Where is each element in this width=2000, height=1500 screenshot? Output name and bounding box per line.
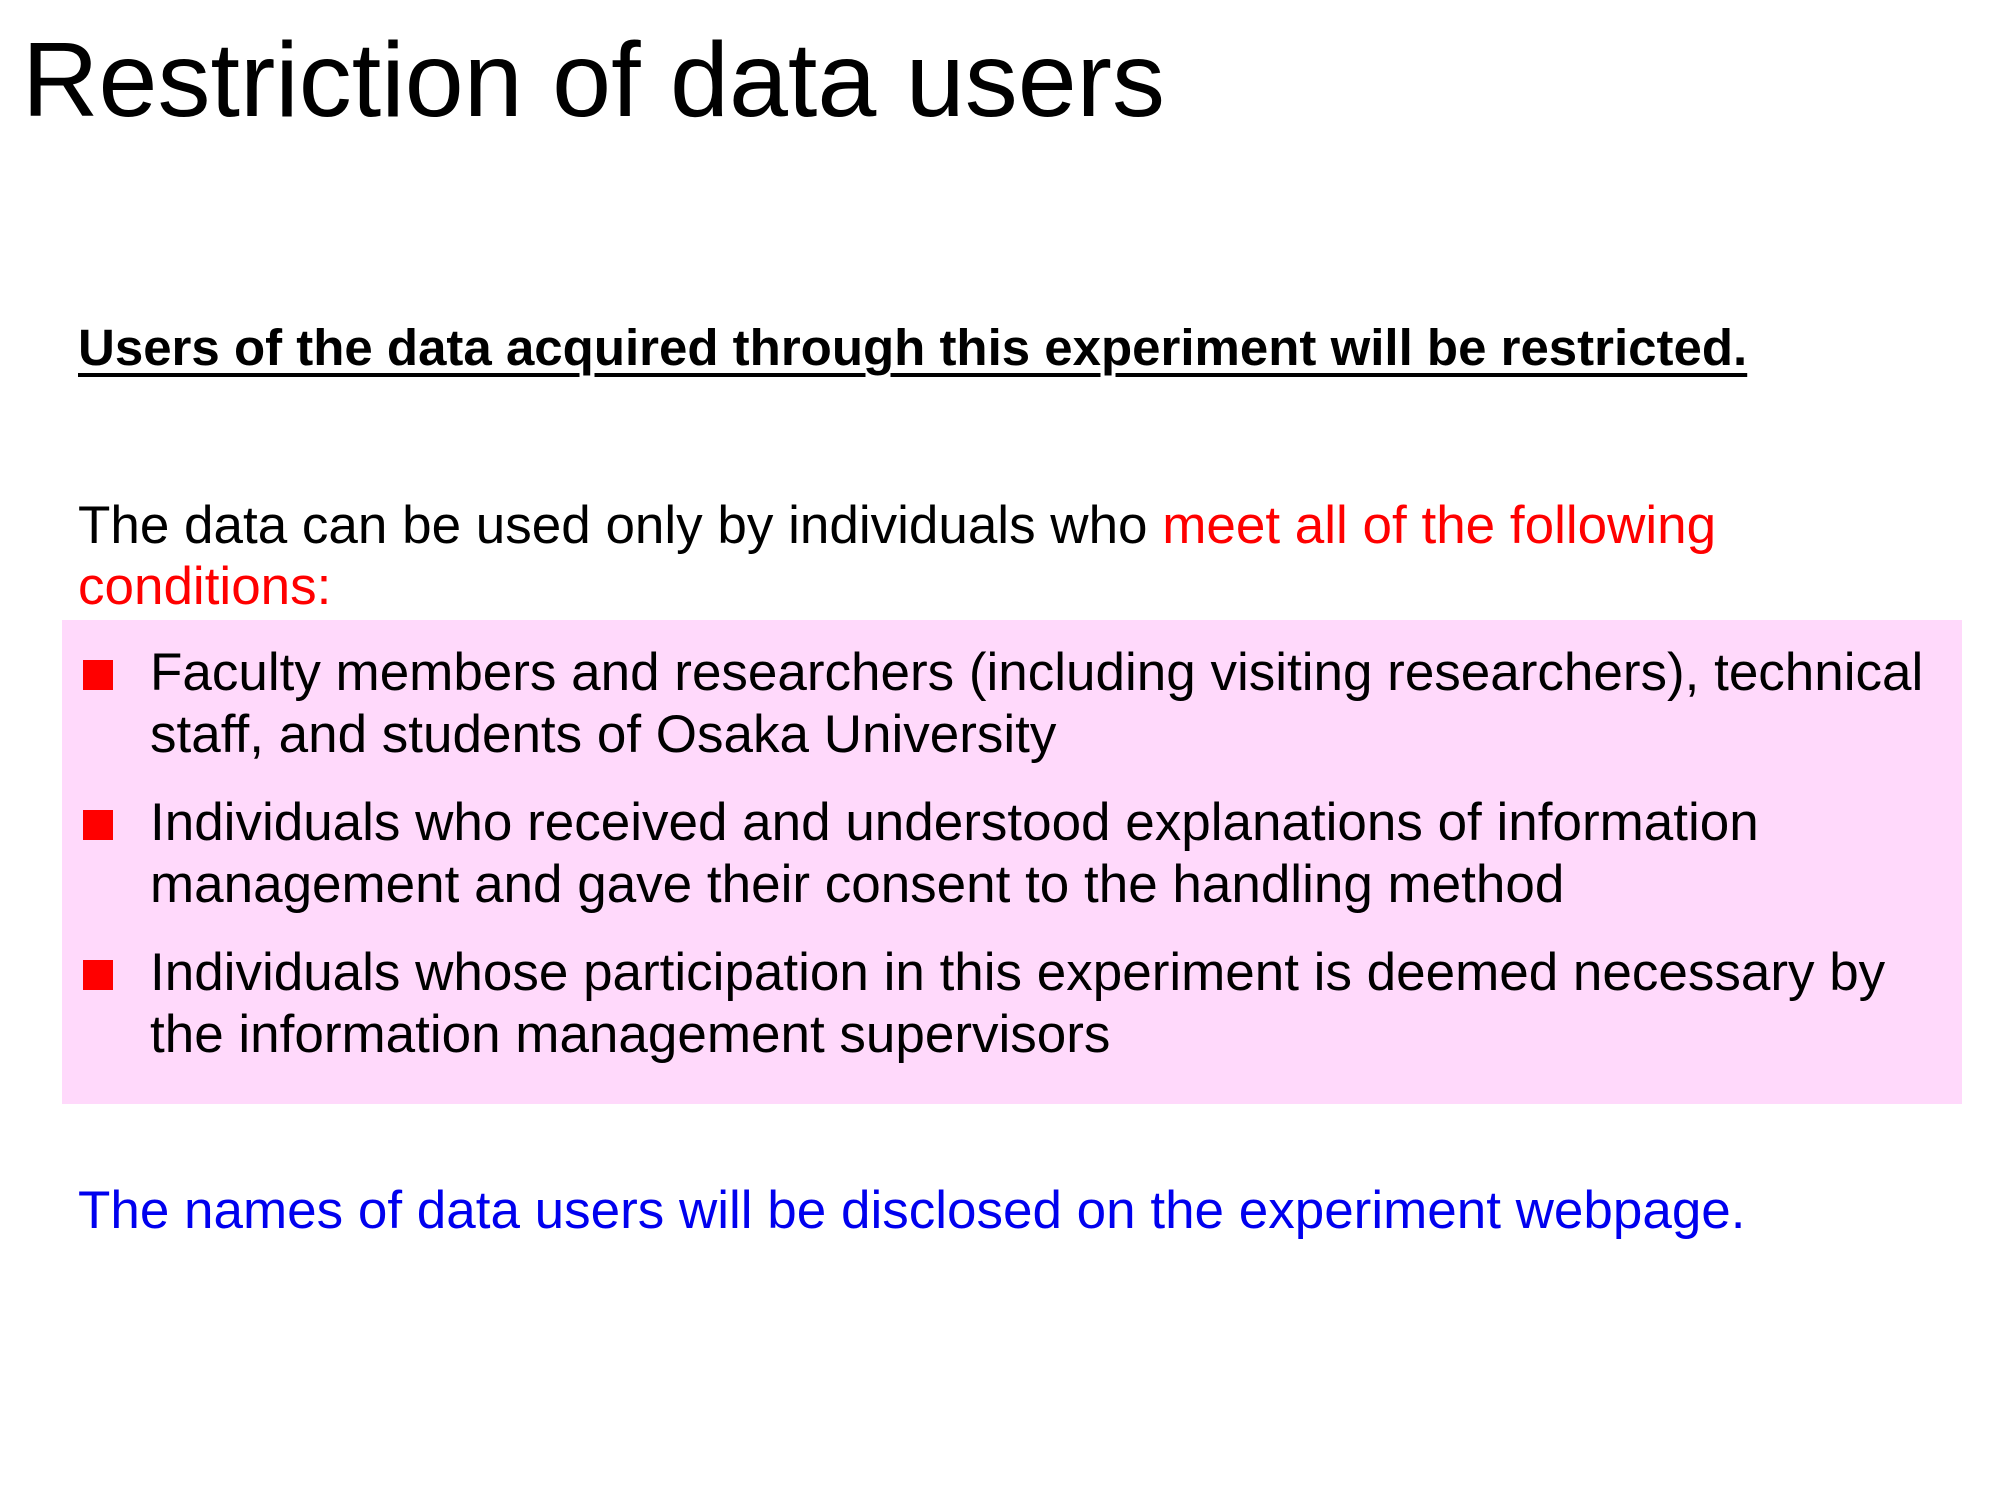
disclosure-note: The names of data users will be disclosed on the experiment webpage.	[78, 1181, 1746, 1240]
square-bullet-icon	[83, 660, 113, 690]
condition-item	[83, 942, 1950, 1066]
conditions-intro-text: The data can be used only by individuals who	[78, 496, 1163, 555]
conditions-panel	[62, 620, 1962, 1104]
condition-item	[83, 642, 1950, 766]
condition-item	[83, 792, 1950, 916]
condition-text: Individuals whose participation in this experiment is deemed necessary by the information management supervisors	[150, 943, 1886, 1064]
condition-text: Faculty members and researchers (including visiting researchers), technical staff, and students of Osaka University	[150, 643, 1924, 764]
square-bullet-icon	[83, 810, 113, 840]
conditions-list	[62, 642, 1962, 1092]
condition-text: Individuals who received and understood explanations of information management and gave their consent to the handling method	[150, 793, 1759, 914]
conditions-intro-highlight: meet all of the following conditions:	[78, 496, 1717, 616]
conditions-intro	[78, 495, 1938, 617]
restriction-statement: Users of the data acquired through this experiment will be restricted.	[78, 319, 1748, 376]
square-bullet-icon	[83, 960, 113, 990]
slide-title: Restriction of data users	[22, 21, 1165, 139]
